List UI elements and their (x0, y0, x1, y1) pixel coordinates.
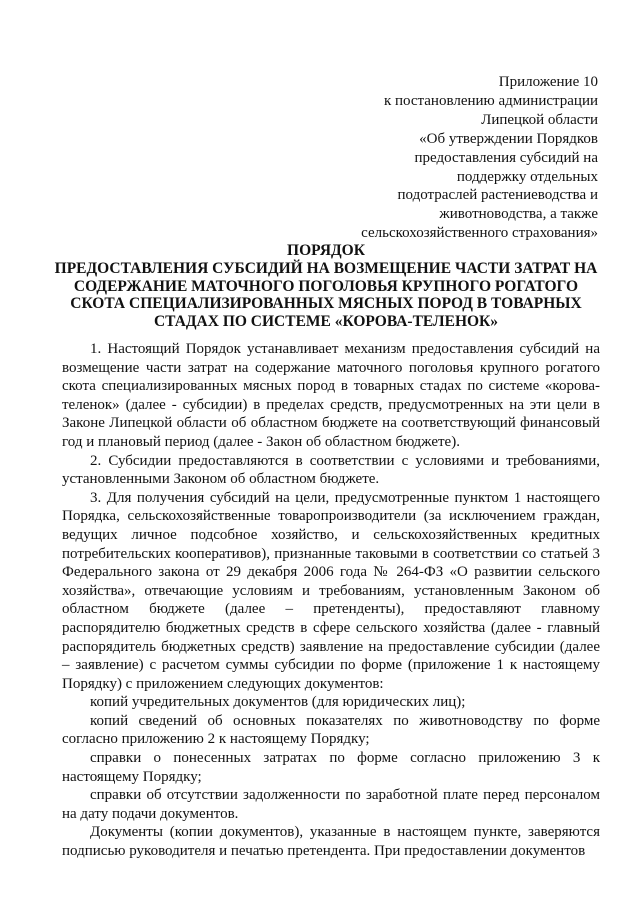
document-list-item: справки об отсутствии задолженности по заработной плате перед персоналом на дату подачи документов. (62, 787, 600, 822)
title-line: СОДЕРЖАНИЕ МАТОЧНОГО ПОГОЛОВЬЯ КРУПНОГО РОГАТОГО (73, 277, 579, 295)
document-title (52, 242, 600, 331)
paragraph-certification: Документы (копии документов), указанные в настоящем пункте, заверяются подписью руководителя и печатью претендента. При предоставлении документов (62, 824, 600, 860)
document-list-item: копий сведений об основных показателях по животноводству по форме согласно приложению 2 к настоящему Порядку; (62, 712, 600, 748)
title-line: ПРЕДОСТАВЛЕНИЯ СУБСИДИЙ НА ВОЗМЕЩЕНИЕ ЧАСТИ ЗАТРАТ НА (54, 259, 598, 277)
appendix-line: сельскохозяйственного страхования» (361, 225, 598, 242)
appendix-line: к постановлению администрации (383, 92, 598, 109)
paragraph-2: 2. Субсидии предоставляются в соответствии с условиями и требованиями, установленными Законом об областном бюджете. (62, 452, 600, 488)
title-line: ПОРЯДОК (287, 242, 365, 259)
appendix-line: поддержку отдельных (456, 168, 598, 185)
appendix-line: «Об утверждении Порядков (419, 130, 598, 147)
document-body (62, 340, 600, 861)
document-list-item: копий учредительных документов (для юридических лиц); (90, 694, 466, 711)
title-line: СТАДАХ ПО СИСТЕМЕ «КОРОВА-ТЕЛЕНОК» (153, 313, 499, 331)
paragraph-1: 1. Настоящий Порядок устанавливает механизм предоставления субсидий на возмещение части затрат на содержание маточного поголовья крупного рогатого скота специализированных мясных пород в товарных стадах по системе «корова-теленок» (далее - субсидии) в пределах средств, предусмотренных на эти цели в Законе Липецкой области об областном бюджете на соответствующий финансовый год и плановый период (далее - Закон об областном бюджете). (62, 341, 600, 450)
appendix-line: Липецкой области (481, 111, 598, 128)
title-line: СКОТА СПЕЦИАЛИЗИРОВАННЫХ МЯСНЫХ ПОРОД В ТОВАРНЫХ (70, 295, 582, 313)
appendix-line: подотраслей растениеводства и (397, 187, 598, 204)
appendix-line: животноводства, а также (439, 206, 598, 223)
appendix-line: предоставления субсидий на (414, 149, 598, 166)
appendix-line: Приложение 10 (498, 74, 598, 90)
appendix-reference (328, 73, 598, 243)
document-list-item: справки о понесенных затратах по форме согласно приложению 3 к настоящему Порядку; (62, 750, 600, 785)
paragraph-3: 3. Для получения субсидий на цели, предусмотренные пунктом 1 настоящего Порядка, сельскохозяйственные товаропроизводители (за исключением граждан, ведущих личное подсобное хозяйство, и сельскохозяйственных кредитных потребительских кооперативов), признанные таковыми в соответствии со статьей 3 Федерального закона от 29 декабря 2006 года № 264-ФЗ «О развитии сельского хозяйства», отвечающие условиям и требованиям, установленным Законом об областном бюджете (далее – претенденты), предоставляют главному распорядителю бюджетных средств в сфере сельского хозяйства (далее - главный распорядитель бюджетных средств) заявление на предоставление субсидии (далее – заявление) с расчетом суммы субсидии по форме (приложение 1 к настоящему Порядку) с приложением следующих документов: (62, 489, 600, 692)
